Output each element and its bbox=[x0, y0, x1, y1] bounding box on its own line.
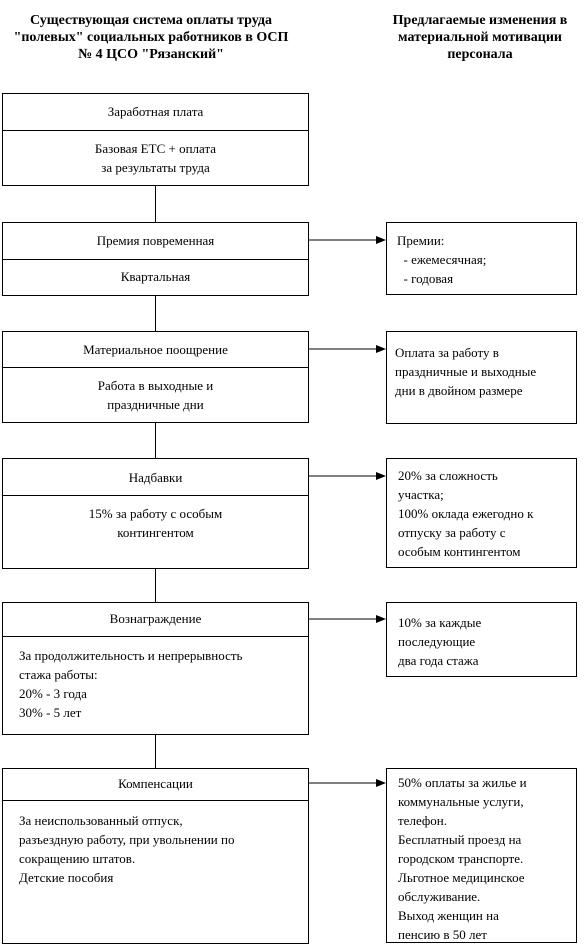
reward-box bbox=[2, 602, 309, 735]
divider bbox=[3, 259, 308, 260]
proposed-bonuses-text: Премии: - ежемесячная; - годовая bbox=[397, 233, 487, 286]
salary-box bbox=[2, 93, 309, 186]
divider bbox=[3, 130, 308, 131]
proposed-seniority-text: 10% за каждые последующие два года стажа bbox=[398, 615, 482, 668]
salary-body: Базовая ЕТС + оплата за результаты труда bbox=[94, 141, 217, 175]
proposed-holiday-pay-text: Оплата за работу в праздничные и выходные дни в двойном размере bbox=[395, 345, 537, 398]
reward-body: За продолжительность и непрерывность стажа работы: 20% - 3 года 30% - 5 лет bbox=[19, 648, 243, 720]
compensation-box bbox=[2, 768, 309, 944]
proposed-holiday-pay-box bbox=[386, 331, 577, 424]
arrow-premium bbox=[309, 236, 386, 244]
divider bbox=[3, 367, 308, 368]
arrow-allowances bbox=[309, 472, 386, 480]
proposed-changes-heading: Предлагаемые изменения в материальной мотивации персонала bbox=[392, 13, 568, 62]
divider bbox=[3, 495, 308, 496]
compensation-title: Компенсации bbox=[118, 776, 193, 791]
arrow-reward bbox=[309, 615, 386, 623]
salary-title: Заработная плата bbox=[107, 104, 204, 119]
material-incentive-body: Работа в выходные и праздничные дни bbox=[97, 378, 214, 412]
allowances-title: Надбавки bbox=[128, 470, 183, 485]
compensation-body: За неиспользованный отпуск, разъездную работу, при увольнении по сокращению штатов. Детские пособия bbox=[19, 813, 235, 885]
divider bbox=[3, 636, 308, 637]
arrow-incentive bbox=[309, 345, 386, 353]
proposed-compensation-text: 50% оплаты за жилье и коммунальные услуги, телефон. Бесплатный проезд на городском транспорте. Льготное медицинское обслуживание. Выход женщин на пенсию в 50 лет bbox=[398, 775, 527, 942]
proposed-seniority-box bbox=[386, 602, 577, 677]
material-incentive-title: Материальное поощрение bbox=[83, 342, 228, 357]
time-bonus-body: Квартальная bbox=[120, 269, 191, 284]
arrow-compensation bbox=[309, 779, 386, 787]
proposed-allowances-text: 20% за сложность участка; 100% оклада ежегодно к отпуску за работу с особым контингентом bbox=[398, 468, 534, 559]
proposed-allowances-box bbox=[386, 458, 577, 568]
material-incentive-box bbox=[2, 331, 309, 423]
time-bonus-box bbox=[2, 222, 309, 296]
allowances-box bbox=[2, 458, 309, 569]
reward-title: Вознаграждение bbox=[109, 611, 202, 626]
time-bonus-title: Премия повременная bbox=[96, 233, 215, 248]
proposed-compensation-box bbox=[386, 768, 577, 943]
allowances-body: 15% за работу с особым контингентом bbox=[88, 506, 223, 540]
proposed-bonuses-box bbox=[386, 222, 577, 295]
divider bbox=[3, 800, 308, 801]
current-system-heading: Существующая система оплаты труда "полевых" социальных работников в ОСП № 4 ЦСО "Рязанский" bbox=[13, 13, 289, 62]
